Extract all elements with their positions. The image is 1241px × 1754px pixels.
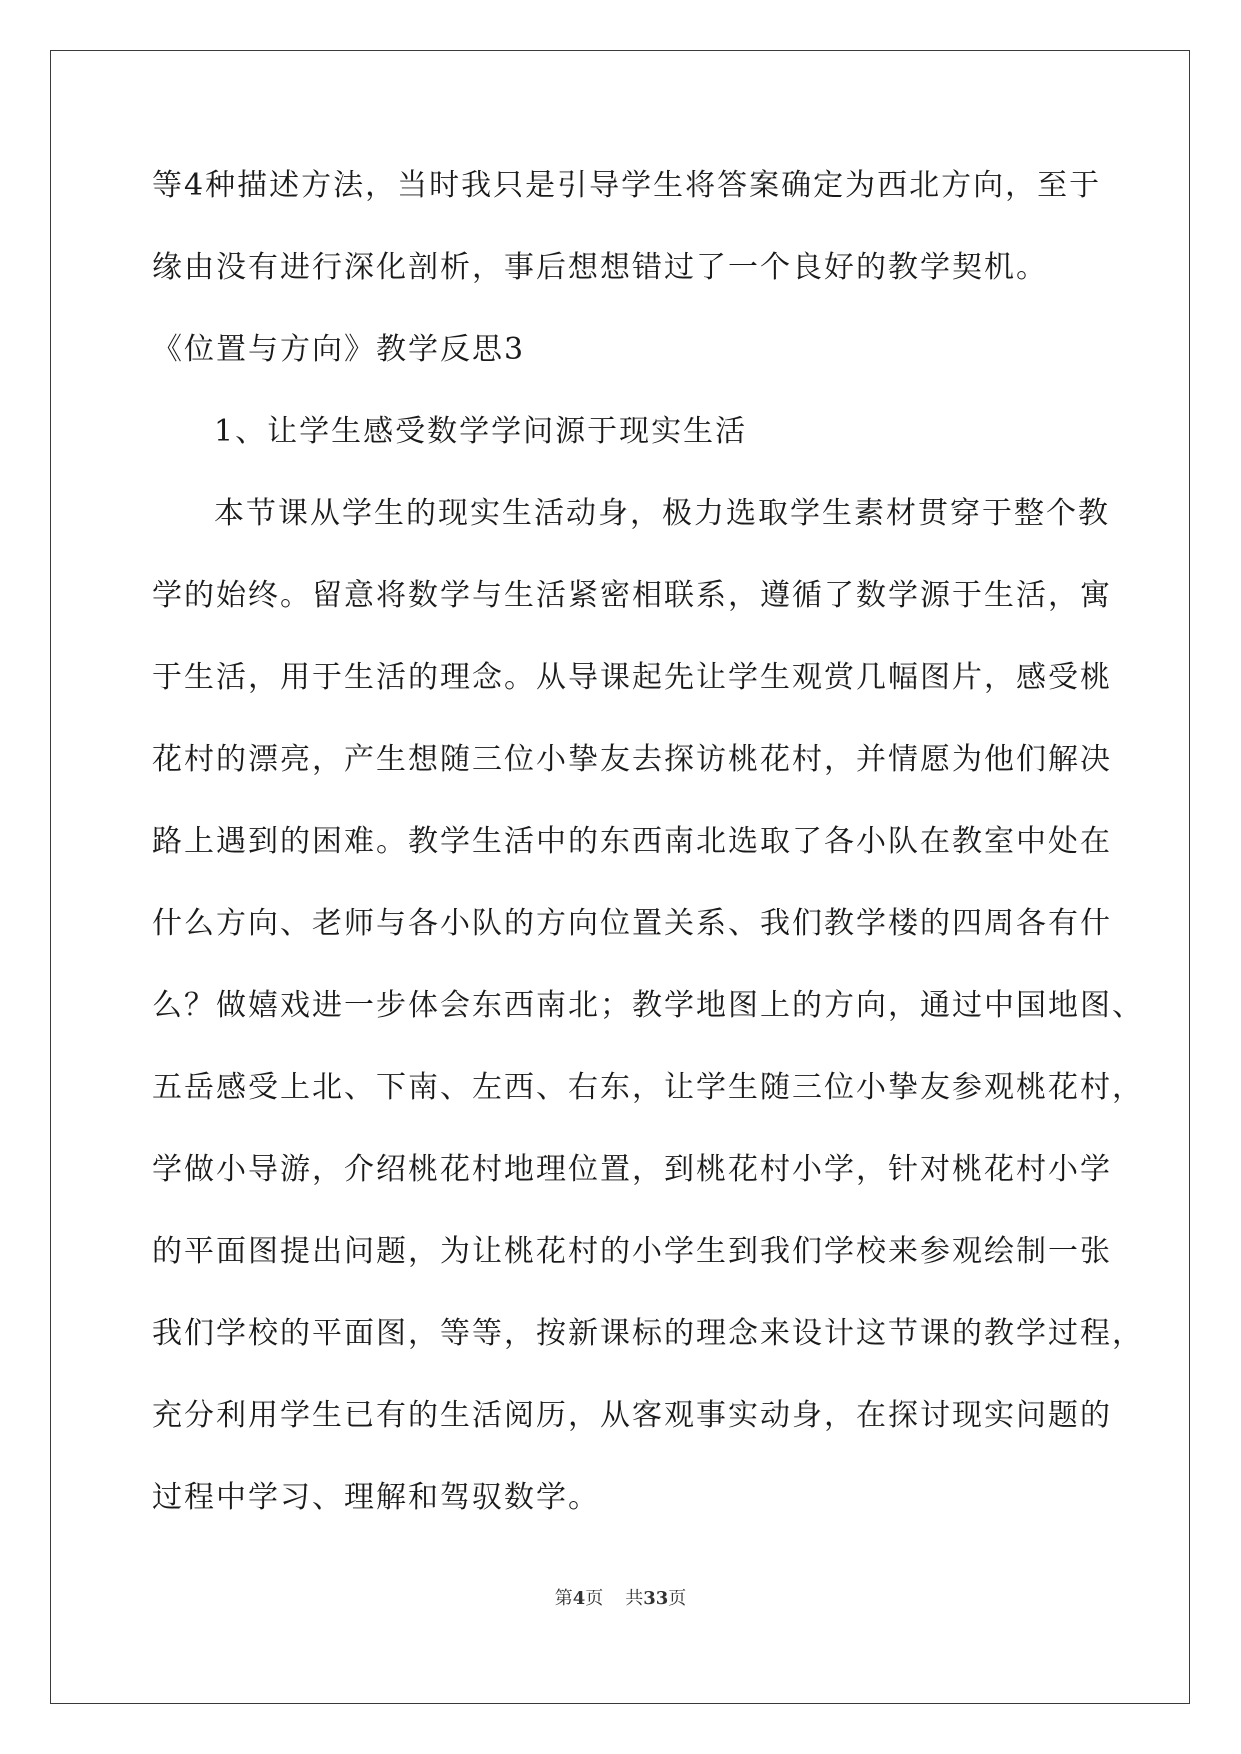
text-line: 等4种描述方法，当时我只是引导学生将答案确定为西北方向，至于	[152, 168, 1102, 203]
total-pages: 33	[643, 1588, 669, 1609]
paragraph-line: 花村的漂亮，产生想随三位小挚友去探访桃花村，并情愿为他们解决	[152, 742, 1112, 777]
page-number: 4	[572, 1588, 586, 1609]
paragraph-line: 五岳感受上北、下南、左西、右东，让学生随三位小挚友参观桃花村，	[152, 1070, 1144, 1105]
paragraph-line: 么？做嬉戏进一步体会东西南北；教学地图上的方向，通过中国地图、	[152, 988, 1144, 1023]
paragraph-line: 于生活，用于生活的理念。从导课起先让学生观赏几幅图片，感受桃	[152, 660, 1112, 695]
page-footer	[0, 1584, 1241, 1610]
paragraph-line: 本节课从学生的现实生活动身，极力选取学生素材贯穿于整个教	[214, 496, 1110, 531]
paragraph-line: 充分利用学生已有的生活阅历，从客观事实动身，在探讨现实问题的	[152, 1398, 1112, 1433]
paragraph-line: 的平面图提出问题，为让桃花村的小学生到我们学校来参观绘制一张	[152, 1234, 1112, 1269]
text-line: 缘由没有进行深化剖析，事后想想错过了一个良好的教学契机。	[152, 250, 1048, 285]
section-title: 《位置与方向》教学反思3	[152, 332, 526, 367]
paragraph-line: 路上遇到的困难。教学生活中的东西南北选取了各小队在教室中处在	[152, 824, 1112, 859]
page-prefix: 第	[554, 1588, 573, 1609]
document-body	[152, 160, 1144, 1554]
paragraph-line: 学的始终。留意将数学与生活紧密相联系，遵循了数学源于生活，寓	[152, 578, 1112, 613]
paragraph-line: 我们学校的平面图，等等，按新课标的理念来设计这节课的教学过程，	[152, 1316, 1144, 1351]
total-prefix: 共	[625, 1588, 644, 1609]
total-suffix: 页	[668, 1588, 687, 1609]
subheading: 1、让学生感受数学学问源于现实生活	[214, 414, 748, 449]
page-suffix: 页	[585, 1588, 604, 1609]
paragraph-line: 什么方向、老师与各小队的方向位置关系、我们教学楼的四周各有什	[152, 906, 1112, 941]
paragraph-line: 学做小导游，介绍桃花村地理位置，到桃花村小学，针对桃花村小学	[152, 1152, 1112, 1187]
paragraph-line: 过程中学习、理解和驾驭数学。	[152, 1480, 600, 1515]
